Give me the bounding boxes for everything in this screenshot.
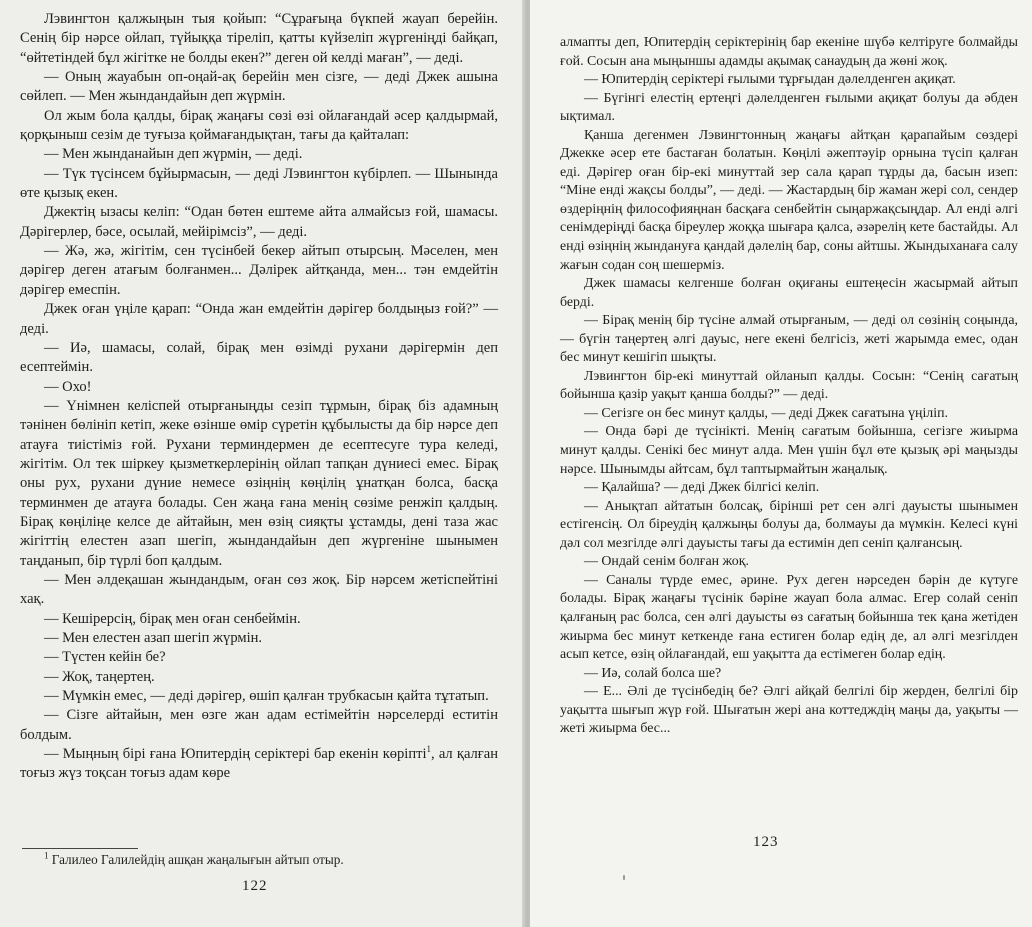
page-number-left: 122 xyxy=(242,878,268,894)
paragraph: — Саналы түрде емес, әрине. Рух деген нәрседен бәрін де күтуге болады. Бірақ жаңағы түсінік бәріне жауап бола алмас. Егер солай сеніп қалғаның рас болса, сен әлгі дауысты өз сағатың бойынша тек қана жетіден жиырма бес минут кеткенде ғана естиген болар едің де, ал әлгі мезгілден асып кетсе, өзің ойлағандай, еш уақытта да естімеген болар едің. xyxy=(560,572,1018,663)
paragraph: — Мен жынданайын деп жүрмін, — деді. xyxy=(44,146,303,163)
paragraph: — Мүмкін емес, — деді дәрігер, өшіп қалған трубкасын қайта тұтатып. xyxy=(44,688,489,705)
paragraph: Джектің ызасы келіп: “Одан бөтен ештеме айта алмайсыз ғой, шамасы. Дәрігерлер, бәсе, осылай, мейірімсіз”, — деді. xyxy=(20,204,498,240)
paragraph-text-tail: , ал қалған тоғыз жүз тоқсан тоғыз адам көре xyxy=(20,746,498,782)
paragraph: — Иә, шамасы, солай, бірақ мен өзімді рухани дәрігермін деп есептеймін. xyxy=(20,339,498,376)
paragraph: Лэвингтон қалжыңын тыя қойып: “Сұрағыңа бүкпей жауап берейін. Сенің бір нәрсе ойлап, түйыққа тіреліп, қатты күйзеліп жүргеніңді байқап, “өйтетіндей бұл жігітке не болды екен?” деген ой келді маған”, — деді. xyxy=(20,11,498,66)
paragraph: Джек шамасы келгенше болған оқиғаны ештеңесін жасырмай айтып берді. xyxy=(560,276,1018,310)
paragraph: — Мен елестен азап шегіп жүрмін. xyxy=(44,630,263,646)
paragraph-text: — Мыңның бірі ғана Юпитердің серіктері бар екенін көріпті xyxy=(44,746,427,763)
paragraph: — Охо! xyxy=(44,378,92,395)
paragraph: — Үнімнен келіспей отырғаныңды сезіп тұрмын, бірақ біз адамның тәнінен бөлініп кетіп, жеке өзінше өмір сүретін құбылысты да бір нәрсе деп атауға тиістіміз ғой. Рухани терминдермен де есептесуге тура келеді, жігітім. Ол тек шіркеу қызметкерлерінің ойлап тапқан дүниесі емес. Бірақ оны рух, рухани дүние немесе өзіңнің көңілің ұнатқан болса, басқа терминмен де атауға болады. Сен жаңа ғана менің сөзіме ренжіп қалдың. Бірақ көңіліңе келсе де айтайын, мен өзің сияқты ұстамды, дені таза жас жігіттің елестен азап шегіп, жындандайын деп жүргеніне шынымен таңданып, бір түрлі боп қалдым. xyxy=(20,397,498,569)
page-number-right: 123 xyxy=(753,834,779,850)
paragraph: — Иә, солай болса ше? xyxy=(584,665,722,681)
footnote-marker: 1 xyxy=(44,850,49,861)
paragraph: — Ондай сенім болған жоқ. xyxy=(584,554,749,570)
paragraph: — Жә, жә, жігітім, сен түсінбей бекер айтып отырсың. Мәселен, мен дәрігер деген атағым болғанмен... Дәлірек айтқанда, мен... тән емдейтін дәрігер емеспін. xyxy=(20,243,498,298)
left-page-text xyxy=(20,10,498,784)
paragraph: Джек оған үңіле қарап: “Онда жан емдейтін дәрігер болдыңыз ғой?” — деді. xyxy=(20,301,498,337)
paragraph: — Кешірерсің, бірақ мен оған сенбеймін. xyxy=(44,610,301,627)
paragraph: — Бірақ менің бір түсіне алмай отырғаным, — деді ол сөзінің соңында, — бүгін таңертең әлгі дауыс, неге екені белгісіз, жеті жарымда емес, одан бес минут кешігіп шықты. xyxy=(560,313,1018,366)
paragraph: — Қалайша? — деді Джек білгісі келіп. xyxy=(584,480,820,496)
footnote xyxy=(20,852,500,868)
right-page-text xyxy=(560,34,1018,739)
paragraph: — Е... Әлі де түсінбедің бе? Әлгі айқай белгілі бір жерден, белгілі бір уақытта шығып жүр ғой. Шығатын жері ана коттедждің маңы да, уақыты — жеті жиырма бес... xyxy=(560,684,1018,737)
paragraph: — Оның жауабын оп-оңай-ақ берейін мен сізге, — деді Джек ашына сөйлеп. — Мен жындандайын деп жүрмін. xyxy=(20,69,498,105)
paragraph: — Бүгінгі елестің ертеңгі дәлелденген ғылыми ақиқат болуы да әбден ықтимал. xyxy=(560,90,1018,125)
paragraph: Ол жым бола қалды, бірақ жаңағы сөзі өзі ойлағандай әсер қалдырмай, қорқыныш сезім де туғыза қоймағандықтан, тағы да қайталап: xyxy=(20,107,498,144)
paragraph: Лэвингтон бір-екі минуттай ойланып қалды. Сосын: “Сенің сағатың бойынша қазір уақыт қанша болды?” — деді. xyxy=(560,368,1018,403)
footnote-divider xyxy=(22,848,138,849)
paragraph: — Түк түсінсем бұйырмасын, — деді Лэвингтон күбірлеп. — Шынында өте қызық екен. xyxy=(20,165,498,202)
paragraph: — Анықтап айтатын болсақ, бірінші рет сен әлгі дауысты шынымен естігенсің. Ол біреудің қалжыңы болуы да, болмауы да мүмкін. Келесі күні дәл сол мезгілде әлгі дауысты тағы да естимін деп сеніп қалғансың. xyxy=(560,498,1018,551)
paragraph: Қанша дегенмен Лэвингтонның жаңағы айтқан қарапайым сөздері Джекке әсер ете бастаған болатын. Көңілі әжептәуір орнына түсіп қалған еді. Дәрігер оған бір-екі минуттай зер сала қарап тұрды да, басын изеп: “Міне енді жақсы болды”, — деді. — Жастардың бір жаман жері сол, сендер өздеріңнің философияңнан басқаға сенбейтін сыңаржақсыңдар. Ал енді әлгі сенімдеріңді басқа біреулер жоққа шығара қалса, әзәрелің кете бастайды. Ал енді өзіңнің жындануға қандай дәлелің бар, соны айтшы. Жындыханаға салу жағын содан соң шешерміз. xyxy=(560,127,1018,273)
paragraph: алмапты деп, Юпитердің серіктерінің бар екеніне шүбә келтіруге болмайды ғой. Сосын ана мыңыншы адамды ақымақ санаудың да жөні жоқ. xyxy=(560,35,1018,69)
paragraph-with-footnote xyxy=(20,745,498,784)
paragraph: — Сізге айтайын, мен өзге жан адам естімейтін нәрселерді еститін болдым. xyxy=(20,707,498,743)
right-page xyxy=(530,0,1032,927)
paragraph: — Мен әлдеқашан жындандым, оған сөз жоқ. Бір нәрсем жетіспейтіні хақ. xyxy=(20,571,498,608)
paragraph: — Жоқ, таңертең. xyxy=(44,668,155,685)
print-speck xyxy=(623,875,625,880)
paragraph: — Юпитердің серіктері ғылыми тұрғыдан дәлелденген ақиқат. xyxy=(584,72,956,88)
paragraph: — Сегізге он бес минут қалды, — деді Джек сағатына үңіліп. xyxy=(584,405,949,421)
footnote-ref[interactable]: 1 xyxy=(426,744,432,755)
paragraph: — Онда бәрі де түсінікті. Менің сағатым бойынша, сегізге жиырма минут қалды. Сенікі бес минут алда. Мен үшін бұл өте қызық әрі маңызды нәрсе. Шынымды айтсам, бұл таптырмайтын жаңалық. xyxy=(560,424,1018,477)
footnote-text: Галилео Галилейдің ашқан жаңалығын айтып отыр. xyxy=(51,852,344,867)
paragraph: — Түстен кейін бе? xyxy=(44,649,166,666)
